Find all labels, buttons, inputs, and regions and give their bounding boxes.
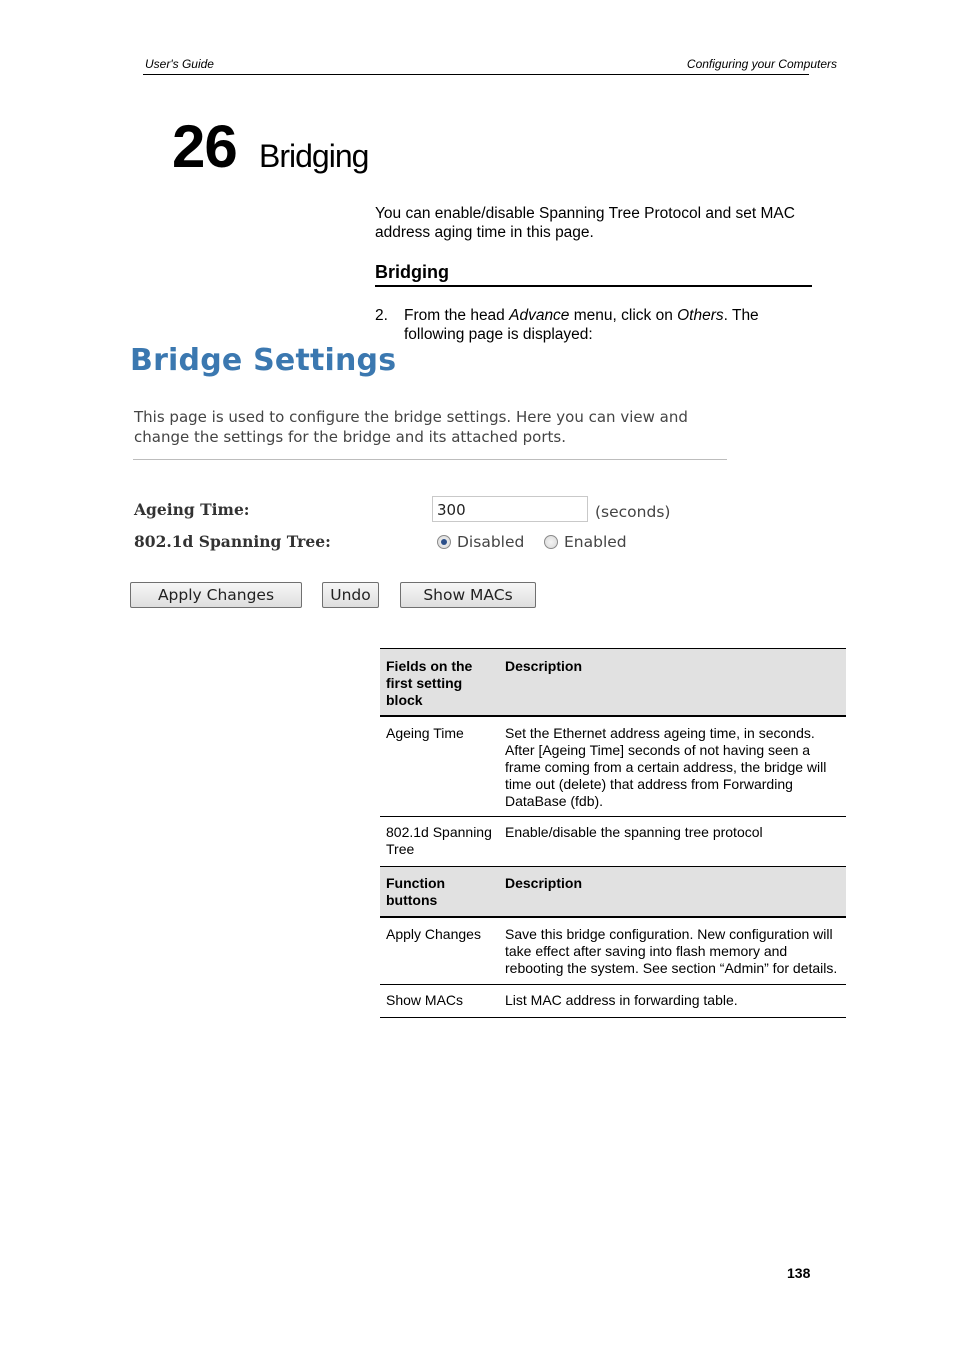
table-cell-field: Apply Changes bbox=[386, 926, 481, 942]
table-bottom-rule bbox=[380, 1017, 846, 1018]
ageing-time-unit: (seconds) bbox=[595, 503, 671, 521]
chapter-title: Bridging bbox=[259, 138, 369, 174]
undo-button[interactable]: Undo bbox=[322, 582, 379, 608]
radio-selected-icon[interactable] bbox=[437, 535, 451, 549]
table-cell-description: Save this bridge configuration. New configuration will take effect after saving into flash memory and rebooting the system. See section “Admin” for details. bbox=[505, 926, 838, 976]
step-text-mid: menu, click on bbox=[569, 307, 678, 324]
spanning-tree-label: 802.1d Spanning Tree: bbox=[134, 532, 331, 551]
table-header-cell: Fields on the first setting block bbox=[386, 658, 473, 708]
spanning-tree-enabled-option[interactable] bbox=[544, 533, 627, 551]
spanning-tree-disabled-option[interactable] bbox=[437, 533, 524, 551]
step-menu-name: Advance bbox=[509, 307, 570, 324]
table-cell-field: 802.1d Spanning Tree bbox=[386, 824, 492, 857]
running-header-left: User's Guide bbox=[145, 57, 214, 71]
table-cell-field: Show MACs bbox=[386, 992, 464, 1008]
table-cell-field: Ageing Time bbox=[386, 725, 464, 741]
show-macs-button[interactable]: Show MACs bbox=[400, 582, 536, 608]
step-text bbox=[404, 306, 814, 344]
step-text-pre: From the head bbox=[404, 307, 510, 324]
table-cell-description: List MAC address in forwarding table. bbox=[505, 992, 738, 1008]
table-header-cell: Description bbox=[505, 875, 583, 891]
apply-changes-button[interactable]: Apply Changes bbox=[130, 582, 302, 608]
bridge-settings-divider bbox=[133, 459, 727, 460]
description-table bbox=[380, 648, 846, 1018]
section-divider bbox=[375, 285, 812, 287]
table-header-cell: Description bbox=[505, 658, 583, 674]
ageing-time-label: Ageing Time: bbox=[134, 500, 250, 519]
intro-paragraph: You can enable/disable Spanning Tree Protocol and set MAC address aging time in this page. bbox=[375, 205, 795, 241]
table-cell-description: Set the Ethernet address ageing time, in seconds. After [Ageing Time] seconds of not having seen a frame coming from a certain address, the bridge will time out (delete) that address from Forwarding DataBase (fdb). bbox=[505, 725, 827, 809]
spanning-tree-enabled-label: Enabled bbox=[564, 533, 627, 551]
table-row bbox=[380, 985, 846, 1017]
table-row bbox=[380, 817, 846, 866]
section-heading: Bridging bbox=[375, 262, 449, 282]
table-row bbox=[380, 918, 846, 984]
step-menu-item: Others bbox=[677, 307, 724, 324]
bridge-settings-title: Bridge Settings bbox=[130, 343, 397, 378]
table-header-cell: Function buttons bbox=[386, 875, 446, 908]
header-divider bbox=[143, 74, 809, 75]
table-cell-description: Enable/disable the spanning tree protocol bbox=[505, 824, 763, 840]
bridge-settings-description: This page is used to configure the bridge settings. Here you can view and change the settings for the bridge and its attached ports. bbox=[134, 408, 688, 446]
step-number: 2. bbox=[375, 307, 388, 324]
radio-unselected-icon[interactable] bbox=[544, 535, 558, 549]
table-row bbox=[380, 717, 846, 816]
page-number: 138 bbox=[787, 1265, 811, 1281]
spanning-tree-disabled-label: Disabled bbox=[457, 533, 525, 551]
chapter-number: 26 bbox=[172, 113, 237, 180]
running-header-right: Configuring your Computers bbox=[686, 57, 837, 71]
ageing-time-input[interactable]: 300 bbox=[432, 496, 588, 522]
table-header-row bbox=[380, 867, 846, 916]
step-text-post: . The following page is displayed: bbox=[404, 307, 759, 343]
table-header-row bbox=[380, 649, 846, 715]
